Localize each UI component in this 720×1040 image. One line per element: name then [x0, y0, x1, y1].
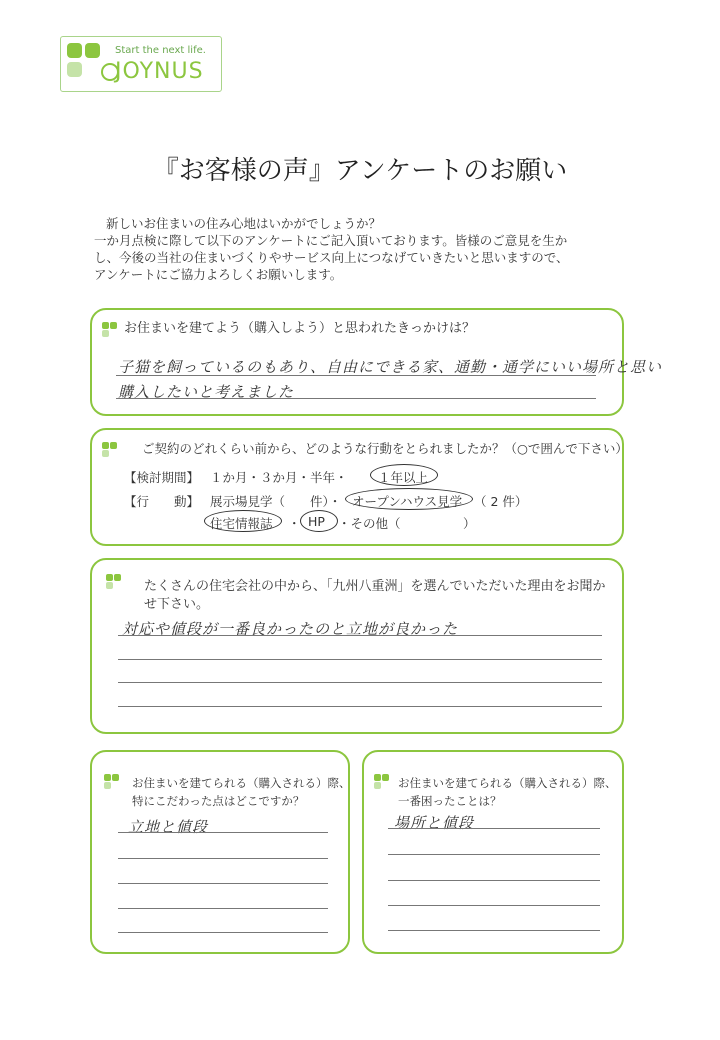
- action-open: オープンハウス見学: [352, 494, 463, 509]
- question-text: 特にこだわった点はどこですか？: [132, 794, 305, 808]
- clover-icon: [374, 774, 390, 790]
- selection-circle: [204, 510, 282, 532]
- action-magazine: 住宅情報誌: [210, 516, 273, 531]
- handwritten-answer: 対応や値段が一番良かったのと立地が良かった: [122, 620, 459, 638]
- question-box-3: [90, 558, 624, 734]
- question-box-5: [362, 750, 624, 954]
- question-text: せ下さい。: [144, 597, 210, 612]
- intro-text: [94, 215, 654, 283]
- clover-icon: [102, 442, 118, 458]
- question-text: お住まいを建てられる（購入される）際、: [132, 776, 351, 790]
- question-text: お住まいを建てよう（購入しよう）と思われたきっかけは？: [124, 321, 476, 336]
- clover-icon: [102, 322, 118, 338]
- selection-circle: [300, 510, 338, 532]
- action-show: 展示場見学（ 件）・: [210, 494, 342, 509]
- logo-square-icon: [85, 43, 100, 58]
- answer-line: [118, 832, 328, 833]
- intro-line: し、今後の当社の住まいづくりやサービス向上につなげていきたいと思いますので、: [94, 250, 569, 265]
- answer-line: [118, 682, 602, 683]
- question-box-2: [90, 428, 628, 546]
- handwritten-answer: 購入したいと考えました: [118, 383, 295, 401]
- question-box-4: [90, 750, 350, 954]
- question-text: たくさんの住宅会社の中から、「九州八重洲」を選んでいただいた理由をお聞か: [144, 579, 606, 594]
- question-box-1: [90, 308, 663, 416]
- answer-line: [388, 880, 600, 881]
- answer-line: [388, 828, 600, 829]
- period-label: 【検討期間】: [124, 470, 200, 485]
- logo-name: JOYNUS: [115, 59, 204, 84]
- period-selected: １年以上: [378, 470, 429, 485]
- intro-line: 新しいお住まいの住み心地はいかがでしょうか？: [106, 216, 382, 231]
- handwritten-answer: 立地と値段: [128, 818, 209, 836]
- clover-icon: [104, 774, 120, 790]
- handwritten-answer: 子猫を飼っているのもあり、自由にできる家、通勤・通学にいい場所と思い: [118, 358, 663, 376]
- question-text: ご契約のどれくらい前から、どのような行動をとられましたか？（○で囲んで下さい）: [142, 441, 628, 456]
- answer-line: [118, 883, 328, 884]
- answer-line: [118, 706, 602, 707]
- separator-dot: ・: [288, 516, 301, 531]
- selection-circle: [345, 488, 473, 510]
- answer-line: [116, 375, 596, 376]
- answer-line: [116, 398, 596, 399]
- answer-line: [388, 905, 600, 906]
- action-hp: HP: [308, 514, 325, 529]
- answer-line: [118, 858, 328, 859]
- handwritten-answer: 場所と値段: [394, 814, 475, 832]
- answer-line: [118, 908, 328, 909]
- joynus-logo: [60, 36, 222, 92]
- selection-circle: [370, 464, 438, 486]
- action-other: ・その他（ ）: [338, 516, 476, 531]
- intro-line: アンケートにご協力よろしくお願いします。: [94, 267, 343, 282]
- answer-line: [388, 930, 600, 931]
- answer-line: [118, 659, 602, 660]
- period-options: １か月・３か月・半年・: [210, 470, 348, 485]
- answer-line: [118, 635, 602, 636]
- action-label: 【行 動】: [124, 494, 200, 509]
- page-title: 『お客様の声』アンケートのお願い: [152, 156, 568, 186]
- action-open-count: （ 2 件）: [474, 494, 528, 509]
- clover-icon: [106, 574, 122, 590]
- answer-line: [118, 932, 328, 933]
- intro-line: 一か月点検に際して以下のアンケートにご記入頂いております。皆様のご意見を生か: [94, 233, 568, 248]
- logo-tagline: Start the next life.: [115, 45, 206, 56]
- logo-square-icon: [67, 62, 82, 77]
- answer-line: [388, 854, 600, 855]
- question-text: 一番困ったことは？: [398, 794, 502, 808]
- logo-square-icon: [67, 43, 82, 58]
- question-text: お住まいを建てられる（購入される）際、: [398, 776, 617, 790]
